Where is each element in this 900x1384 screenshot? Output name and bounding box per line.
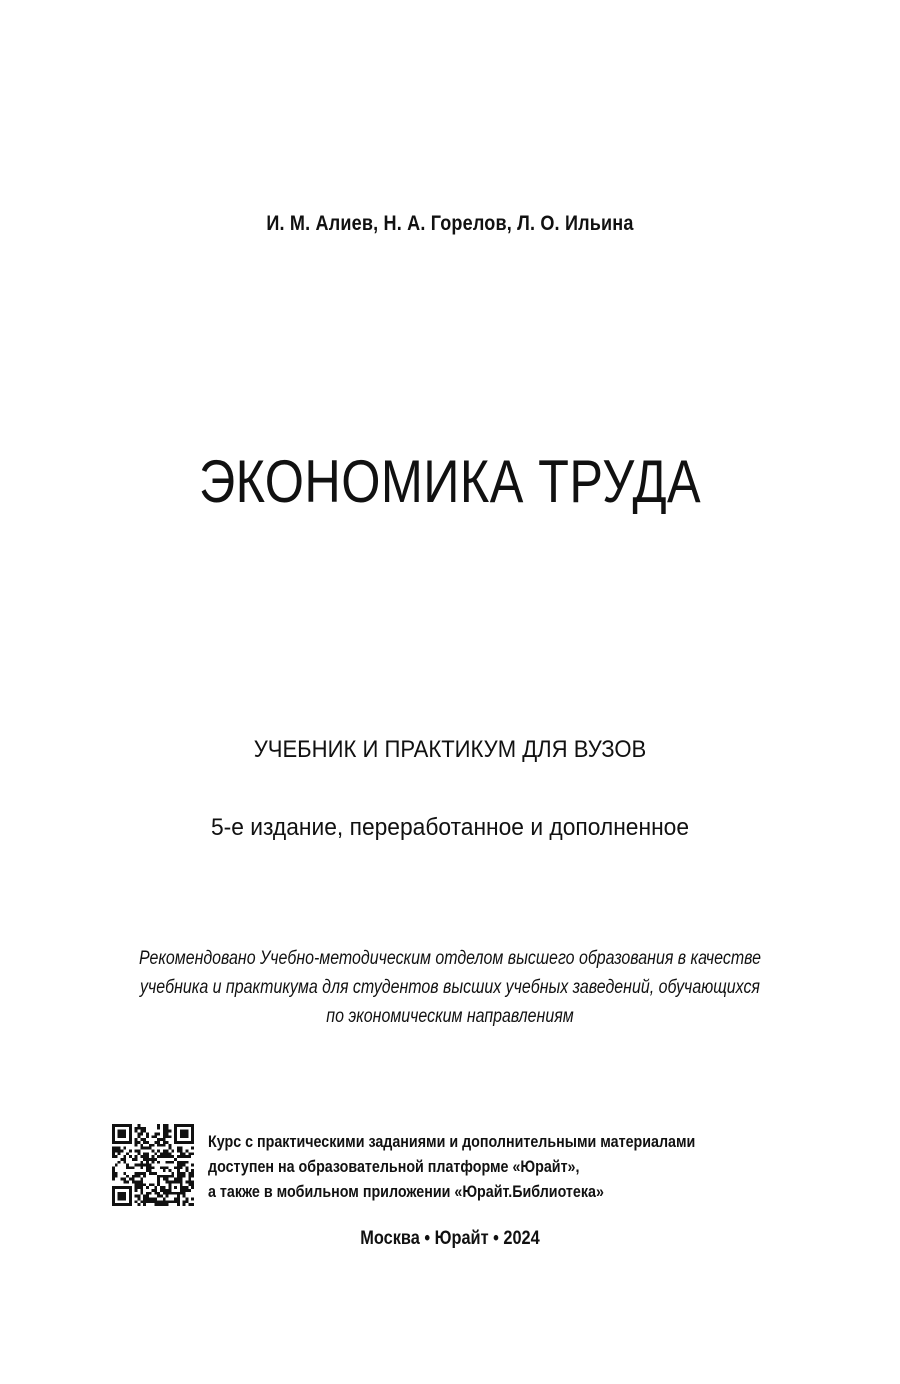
course-note-line: доступен на образовательной платформе «Юрайт»,: [208, 1157, 580, 1176]
course-note: [208, 1129, 695, 1204]
recommendation-text: [72, 944, 828, 1031]
recommendation-line: Рекомендовано Учебно-методическим отделом высшего образования в качестве: [139, 948, 761, 969]
edition-note: 5-е издание, переработанное и дополненное: [210, 814, 690, 841]
book-title: ЭКОНОМИКА ТРУДА: [198, 448, 702, 515]
recommendation-line: по экономическим направлениям: [326, 1006, 574, 1027]
course-note-line: Курс с практическими заданиями и дополнительными материалами: [208, 1132, 696, 1151]
recommendation-line: учебника и практикума для студентов высших учебных заведений, обучающихся: [140, 977, 760, 998]
imprint: Москва • Юрайт • 2024: [360, 1228, 540, 1249]
qr-code-icon: [112, 1124, 194, 1206]
course-note-line: а также в мобильном приложении «Юрайт.Библиотека»: [208, 1182, 604, 1201]
authors: И. М. Алиев, Н. А. Горелов, Л. О. Ильина: [266, 212, 634, 235]
book-subtitle: УЧЕБНИК И ПРАКТИКУМ ДЛЯ ВУЗОВ: [253, 736, 647, 763]
